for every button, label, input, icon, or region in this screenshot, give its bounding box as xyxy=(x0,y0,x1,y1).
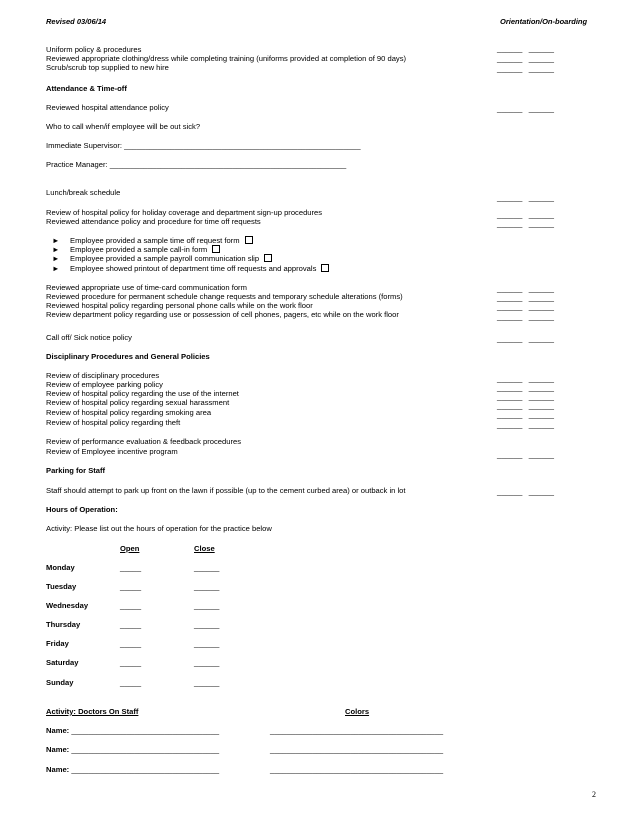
disciplinary-item: Review of disciplinary procedures xyxy=(46,371,160,380)
signoff-blanks[interactable]: ______ ______ xyxy=(497,284,555,293)
close-time-field[interactable]: ______ xyxy=(194,678,220,687)
signoff-blanks[interactable]: ______ ______ xyxy=(497,293,555,302)
close-time-field[interactable]: ______ xyxy=(194,582,220,591)
hours-heading: Hours of Operation: xyxy=(46,505,118,514)
day-label: Wednesday xyxy=(46,601,89,610)
incentive-program: Review of Employee incentive program xyxy=(46,447,178,456)
bullet-item: ► Employee showed printout of department time off requests and approvals xyxy=(52,264,329,273)
close-time-field[interactable]: ______ xyxy=(194,639,220,648)
day-label: Saturday xyxy=(46,658,79,667)
signoff-blanks[interactable]: ______ ______ xyxy=(497,302,555,311)
uniform-dress: Reviewed appropriate clothing/dress while completing training (uniforms provided at completion of 90 days) xyxy=(46,54,407,63)
signoff-blanks[interactable]: ______ ______ xyxy=(497,383,555,392)
bullet-item: ► Employee provided a sample time off request form xyxy=(52,236,253,245)
doctors-heading: Activity: Doctors On Staff xyxy=(46,707,139,716)
who-to-call: Who to call when/if employee will be out sick? xyxy=(46,122,201,131)
signoff-blanks[interactable]: ______ ______ xyxy=(497,410,555,419)
disciplinary-item: Review of hospital policy regarding sexual harassment xyxy=(46,398,230,407)
attendance-heading: Attendance & Time-off xyxy=(46,84,127,93)
checkbox[interactable] xyxy=(264,254,272,262)
open-time-field[interactable]: _____ xyxy=(120,639,142,648)
signoff-blanks[interactable]: ______ ______ xyxy=(497,193,555,202)
signoff-blanks[interactable]: ______ ______ xyxy=(497,374,555,383)
header-revised: Revised 03/06/14 xyxy=(46,17,107,26)
timecard-item: Review department policy regarding use or possession of cell phones, pagers, etc while on the work floor xyxy=(46,310,399,319)
signoff-blanks[interactable]: ______ ______ xyxy=(497,104,555,113)
signoff-blanks[interactable]: ______ ______ xyxy=(497,420,555,429)
performance-review: Review of performance evaluation & feedback procedures xyxy=(46,437,242,446)
close-time-field[interactable]: ______ xyxy=(194,658,220,667)
parking-text: Staff should attempt to park up front on the lawn if possible (up to the cement curbed area) or outback in lot xyxy=(46,486,406,495)
timeoff-policy: Reviewed attendance policy and procedure for time off requests xyxy=(46,217,261,226)
doctor-color-field[interactable]: _________________________________________ xyxy=(270,726,444,735)
timecard-item: Reviewed appropriate use of time-card communication form xyxy=(46,283,247,292)
close-time-field[interactable]: ______ xyxy=(194,601,220,610)
doctor-name-field[interactable]: Name: ___________________________________ xyxy=(46,726,220,735)
signoff-blanks[interactable]: ______ ______ xyxy=(497,44,555,53)
checkbox[interactable] xyxy=(321,264,329,272)
timecard-item: Reviewed hospital policy regarding personal phone calls while on the work floor xyxy=(46,301,313,310)
close-column-header: Close xyxy=(194,544,215,553)
open-time-field[interactable]: _____ xyxy=(120,582,142,591)
timecard-item: Reviewed procedure for permanent schedule change requests and temporary schedule alterations (forms) xyxy=(46,292,403,301)
day-label: Sunday xyxy=(46,678,74,687)
open-time-field[interactable]: _____ xyxy=(120,601,142,610)
attendance-policy: Reviewed hospital attendance policy xyxy=(46,103,169,112)
colors-heading: Colors xyxy=(345,707,370,716)
manager-field[interactable]: Practice Manager: ________________________________________________________ xyxy=(46,160,347,169)
uniform-policy: Uniform policy & procedures xyxy=(46,45,142,54)
bullet-item: ► Employee provided a sample call-in form xyxy=(52,245,220,254)
holiday-policy: Review of hospital policy for holiday coverage and department sign-up procedures xyxy=(46,208,323,217)
day-label: Tuesday xyxy=(46,582,77,591)
disciplinary-item: Review of hospital policy regarding theft xyxy=(46,418,181,427)
signoff-blanks[interactable]: ______ ______ xyxy=(497,312,555,321)
day-label: Thursday xyxy=(46,620,81,629)
parking-heading: Parking for Staff xyxy=(46,466,106,475)
open-time-field[interactable]: _____ xyxy=(120,563,142,572)
signoff-blanks[interactable]: ______ ______ xyxy=(497,210,555,219)
lunch-schedule: Lunch/break schedule xyxy=(46,188,121,197)
disciplinary-heading: Disciplinary Procedures and General Policies xyxy=(46,352,210,361)
day-label: Monday xyxy=(46,563,75,572)
page-number: 2 xyxy=(592,790,596,799)
signoff-blanks[interactable]: ______ ______ xyxy=(497,54,555,63)
open-time-field[interactable]: _____ xyxy=(120,658,142,667)
bullet-item: ► Employee provided a sample payroll communication slip xyxy=(52,254,272,263)
supervisor-field[interactable]: Immediate Supervisor: ________________________________________________________ xyxy=(46,141,361,150)
signoff-blanks[interactable]: ______ ______ xyxy=(497,401,555,410)
doctor-color-field[interactable]: _________________________________________ xyxy=(270,745,444,754)
doctor-color-field[interactable]: _________________________________________ xyxy=(270,765,444,774)
disciplinary-item: Review of hospital policy regarding smoking area xyxy=(46,408,212,417)
checkbox[interactable] xyxy=(245,236,253,244)
open-time-field[interactable]: _____ xyxy=(120,678,142,687)
hours-activity: Activity: Please list out the hours of operation for the practice below xyxy=(46,524,272,533)
signoff-blanks[interactable]: ______ ______ xyxy=(497,392,555,401)
signoff-blanks[interactable]: ______ ______ xyxy=(497,64,555,73)
doctor-name-field[interactable]: Name: ___________________________________ xyxy=(46,765,220,774)
day-label: Friday xyxy=(46,639,69,648)
signoff-blanks[interactable]: ______ ______ xyxy=(497,219,555,228)
uniform-scrub: Scrub/scrub top supplied to new hire xyxy=(46,63,169,72)
doctor-name-field[interactable]: Name: ___________________________________ xyxy=(46,745,220,754)
close-time-field[interactable]: ______ xyxy=(194,563,220,572)
disciplinary-item: Review of employee parking policy xyxy=(46,380,163,389)
signoff-blanks[interactable]: ______ ______ xyxy=(497,450,555,459)
disciplinary-item: Review of hospital policy regarding the use of the internet xyxy=(46,389,239,398)
open-time-field[interactable]: _____ xyxy=(120,620,142,629)
close-time-field[interactable]: ______ xyxy=(194,620,220,629)
open-column-header: Open xyxy=(120,544,140,553)
checkbox[interactable] xyxy=(212,245,220,253)
calloff-policy: Call off/ Sick notice policy xyxy=(46,333,132,342)
header-title: Orientation/On-boarding xyxy=(500,17,588,26)
signoff-blanks[interactable]: ______ ______ xyxy=(497,334,555,343)
signoff-blanks[interactable]: ______ ______ xyxy=(497,487,555,496)
